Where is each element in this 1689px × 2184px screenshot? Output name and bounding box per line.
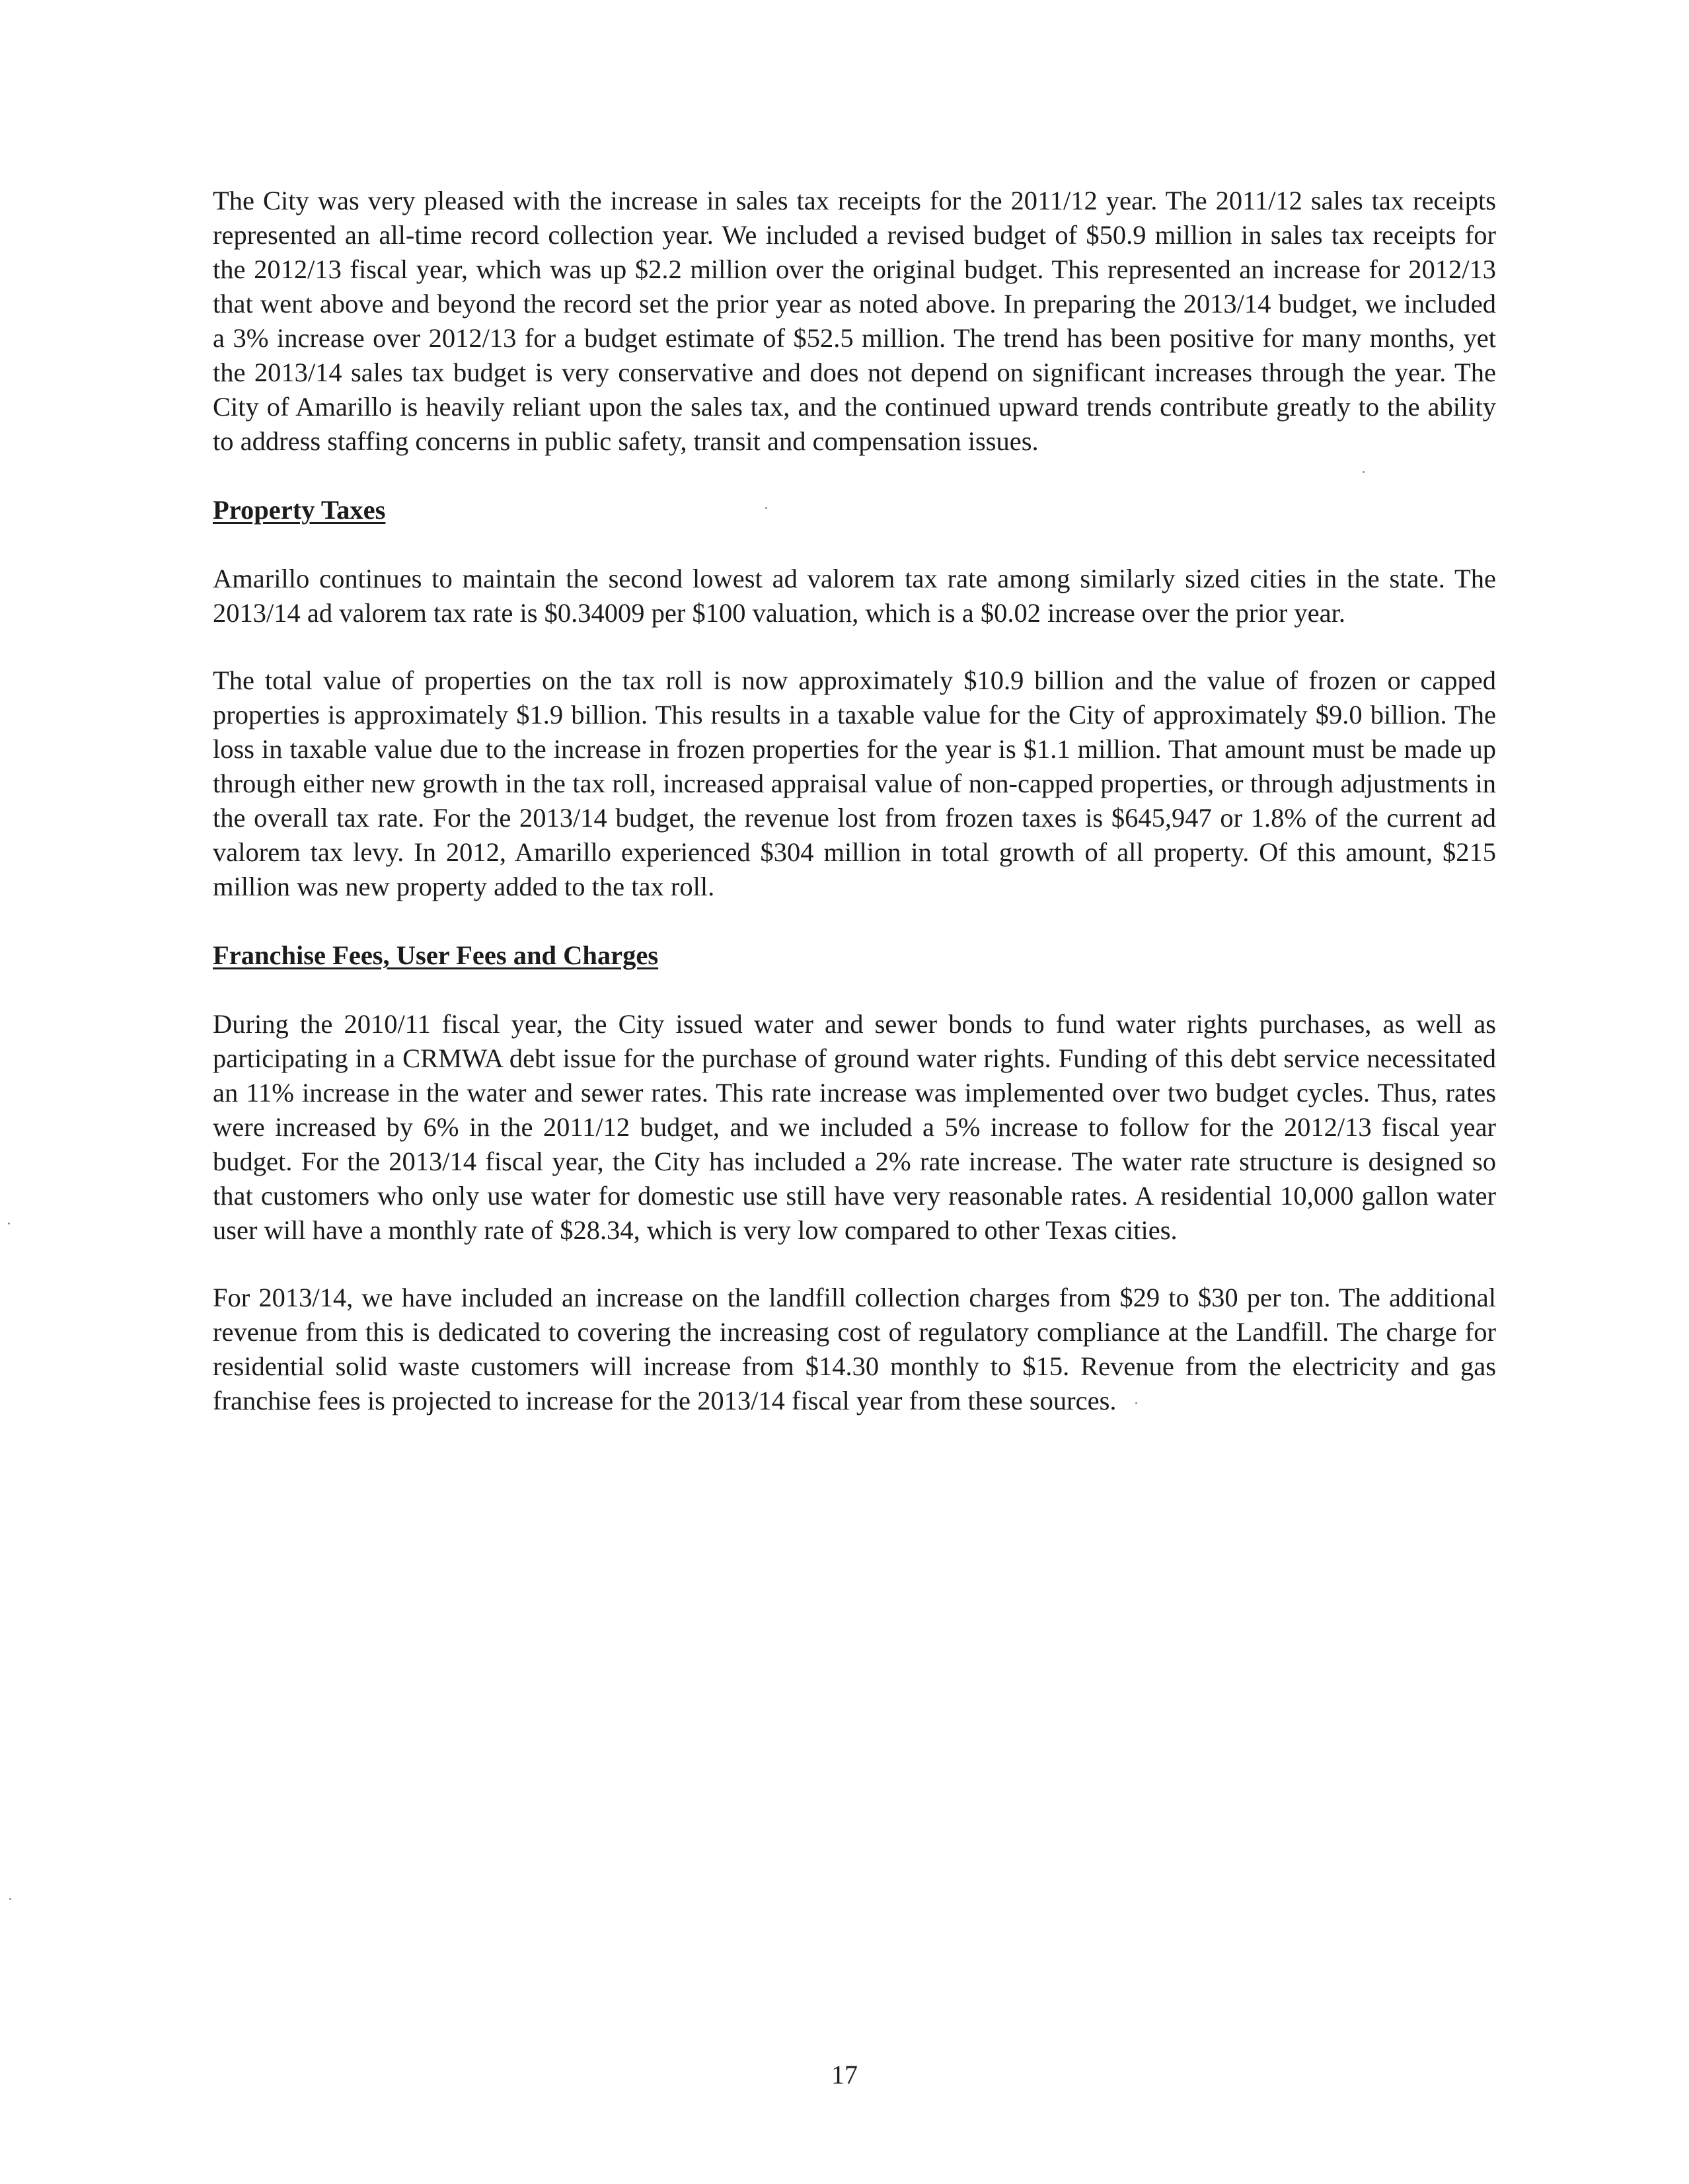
scan-speck (8, 1223, 10, 1224)
page-number: 17 (831, 2060, 858, 2090)
scan-speck (1135, 1402, 1137, 1404)
property-taxes-paragraph-1: Amarillo continues to maintain the second lowest ad valorem tax rate among similarly sized cities in the state. The 2013/14 ad valorem tax rate is $0.34009 per $100 valuation, which is a $0.02 increase over the prior year. (213, 564, 1496, 628)
scan-speck (765, 507, 767, 509)
sales-tax-paragraph: The City was very pleased with the increase in sales tax receipts for the 2011/12 year. The 2011/12 sales tax receipts represented an all-time record collection year. We included a revised budget of $50.9 million in sales tax receipts for the 2012/13 fiscal year, which was up $2.2 million over the original budget. This represented an increase for 2012/13 that went above and beyond the record set the prior year as noted above. In preparing the 2013/14 budget, we included a 3% increase over 2012/13 for a budget estimate of $52.5 million. The trend has been positive for many months, yet the 2013/14 sales tax budget is very conservative and does not depend on significant increases through the year. The City of Amarillo is heavily reliant upon the sales tax, and the continued upward trends contribute greatly to the ability to address staffing concerns in public safety, transit and compensation issues. (213, 186, 1496, 456)
franchise-fees-paragraph-1: During the 2010/11 fiscal year, the City issued water and sewer bonds to fund water rights purchases, as well as participating in a CRMWA debt issue for the purchase of ground water rights. Funding of this debt service necessitated an 11% increase in the water and sewer rates. This rate increase was implemented over two budget cycles. Thus, rates were increased by 6% in the 2011/12 budget, and we included a 5% increase to follow for the 2012/13 fiscal year budget. For the 2013/14 fiscal year, the City has included a 2% rate increase. The water rate structure is designed so that customers who only use water for domestic use still have very reasonable rates. A residential 10,000 gallon water user will have a monthly rate of $28.34, which is very low compared to other Texas cities. (213, 1009, 1496, 1245)
franchise-fees-heading: Franchise Fees, User Fees and Charges (213, 940, 659, 970)
document-body (213, 184, 1496, 1418)
scan-speck (1363, 471, 1365, 473)
property-taxes-heading: Property Taxes (213, 495, 386, 525)
scan-speck (9, 1898, 11, 1900)
property-taxes-paragraph-2: The total value of properties on the tax roll is now approximately $10.9 billion and the value of frozen or capped properties is approximately $1.9 billion. This results in a taxable value for the City of approximately $9.0 billion. The loss in taxable value due to the increase in frozen properties for the year is $1.1 million. That amount must be made up through either new growth in the tax roll, increased appraisal value of non-capped properties, or through adjustments in the overall tax rate. For the 2013/14 budget, the revenue lost from frozen taxes is $645,947 or 1.8% of the current ad valorem tax levy. In 2012, Amarillo experienced $304 million in total growth of all property. Of this amount, $215 million was new property added to the tax roll. (213, 665, 1496, 901)
franchise-fees-paragraph-2: For 2013/14, we have included an increase on the landfill collection charges from $29 to $30 per ton. The additional revenue from this is dedicated to covering the increasing cost of regulatory compliance at the Landfill. The charge for residential solid waste customers will increase from $14.30 monthly to $15. Revenue from the electricity and gas franchise fees is projected to increase for the 2013/14 fiscal year from these sources. (213, 1283, 1496, 1415)
